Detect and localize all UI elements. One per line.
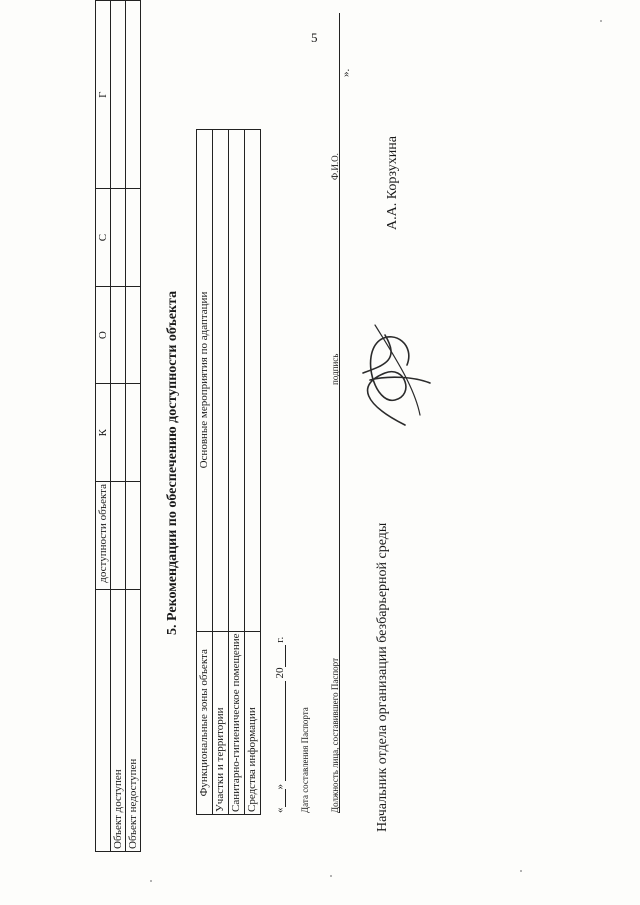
signer-title: Начальник отдела организации безбарьерной среды: [375, 522, 390, 832]
scan-speck: [600, 20, 602, 22]
table-cell: [111, 384, 126, 482]
table-cell: Санитарно-гигиеническое помещение: [229, 631, 245, 814]
table-header-row: [197, 129, 213, 814]
date-close-quote: »: [274, 784, 286, 790]
role-caption: Должность лица, составившего Паспорт: [330, 658, 340, 813]
scan-speck: [330, 875, 332, 877]
table-cell: [111, 286, 126, 384]
closing-quote: ».: [340, 68, 352, 77]
table-row: [245, 129, 261, 814]
date-caption: Дата составления Паспорта: [300, 707, 310, 813]
table-row: [229, 129, 245, 814]
section-title: 5. Рекомендации по обеспечению доступности объекта: [165, 290, 180, 635]
scan-speck: [150, 880, 152, 882]
table-header-cell: доступности объекта: [96, 482, 111, 590]
table-cell: Средства информации: [245, 631, 261, 814]
table-cell: Объект недоступен: [126, 589, 141, 851]
table-cell: [126, 189, 141, 287]
table-header-cell: С: [96, 189, 111, 287]
table-cell: [126, 384, 141, 482]
table-header-cell: Функциональные зоны объекта: [197, 631, 213, 814]
table-cell: Объект доступен: [111, 589, 126, 851]
table-cell: [111, 1, 126, 189]
scan-speck: [520, 870, 522, 872]
handwritten-signature: [345, 315, 435, 435]
table-row: [111, 1, 126, 852]
table-row: [126, 1, 141, 852]
table-cell: [126, 482, 141, 590]
page-number: 5: [311, 30, 318, 45]
table-cell: [245, 129, 261, 631]
table-header-cell: Основные мероприятия по адаптации: [197, 129, 213, 631]
table-cell: [126, 1, 141, 189]
table-row: [213, 129, 229, 814]
date-field: [274, 637, 286, 813]
table-row: [96, 1, 111, 852]
table-cell: [96, 589, 111, 851]
table-cell: [126, 286, 141, 384]
date-open-quote: «: [274, 807, 286, 813]
table-cell: [111, 482, 126, 590]
fio-caption: Ф.И.О.: [330, 153, 340, 180]
recommendations-table: [196, 129, 261, 815]
table-cell: Участки и территории: [213, 631, 229, 814]
sign-caption: подпись: [330, 353, 340, 385]
signer-name: А.А. Корзухина: [385, 136, 400, 230]
table-header-cell: К: [96, 384, 111, 482]
date-year-suffix: г.: [274, 636, 286, 643]
table-cell: [229, 129, 245, 631]
date-year-prefix: 20: [274, 667, 286, 679]
availability-table: [95, 0, 141, 852]
table-cell: [111, 189, 126, 287]
table-cell: [213, 129, 229, 631]
table-header-cell: О: [96, 286, 111, 384]
table-header-cell: Г: [96, 1, 111, 189]
